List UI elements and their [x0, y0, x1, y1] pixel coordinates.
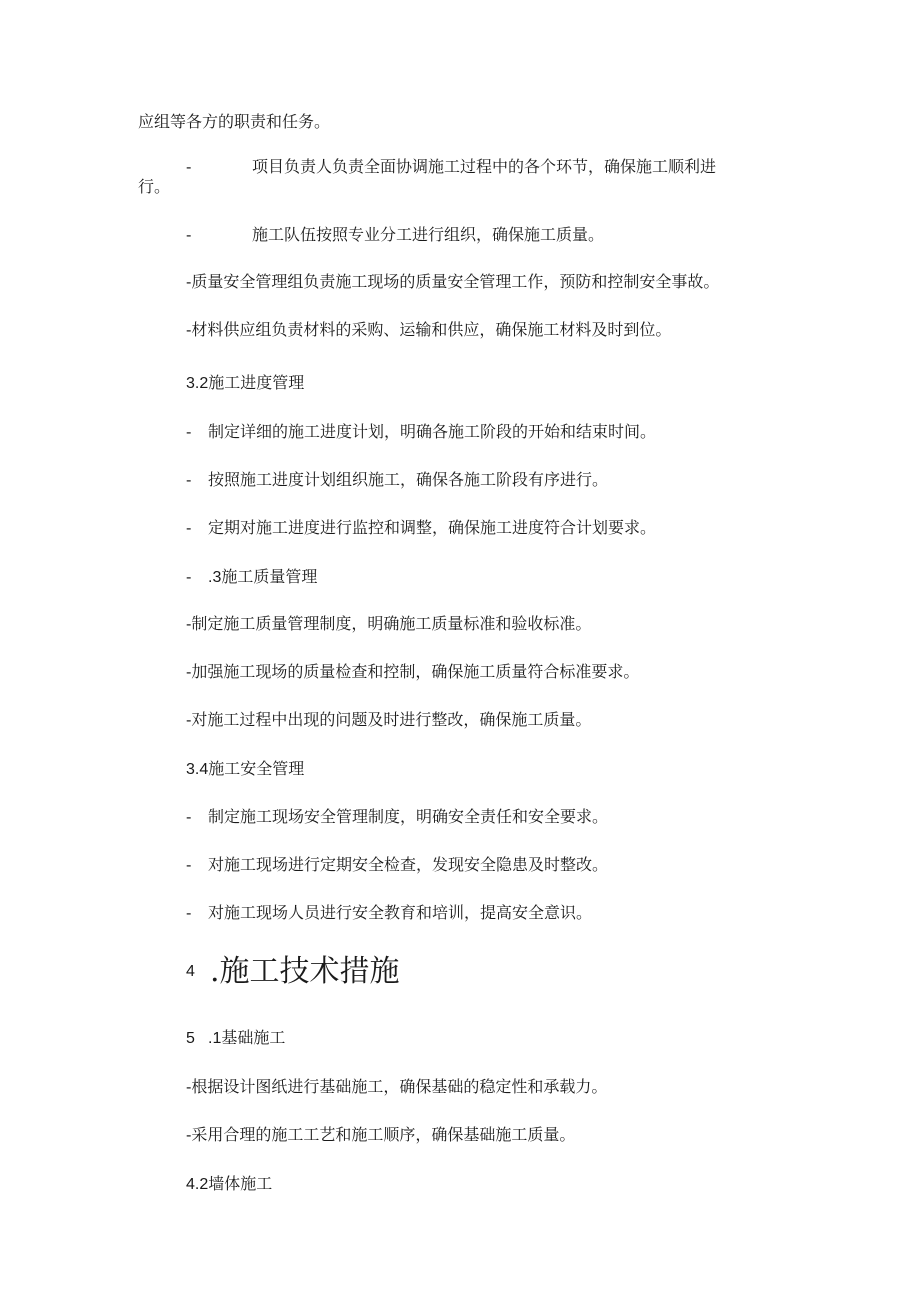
list-dash: -: [186, 470, 192, 489]
list-dash: -: [186, 855, 192, 874]
section-number: 3.4: [186, 761, 209, 778]
section-heading-3-3: [208, 565, 317, 590]
section-heading-4-1: [186, 1026, 195, 1051]
list-item-text: 施工队伍按照专业分工进行组织，确保施工质量。: [252, 225, 605, 244]
section-heading-4-2: [186, 1172, 272, 1197]
list-dash: -: [186, 225, 192, 244]
list-item-text: -质量安全管理组负责施工现场的质量安全管理工作，预防和控制安全事故。: [186, 272, 720, 291]
section-number: .3: [208, 569, 222, 586]
paragraph-line: 应组等各方的职责和任务。: [138, 112, 331, 131]
section-title: 墙体施工: [208, 1174, 273, 1193]
list-dash: -: [186, 518, 192, 537]
chapter-number: 4: [186, 963, 195, 980]
list-item-text: 对施工现场进行定期安全检查，发现安全隐患及时整改。: [208, 855, 609, 874]
list-item-text: -材料供应组负责材料的采购、运输和供应，确保施工材料及时到位。: [186, 320, 672, 339]
list-item-text: -采用合理的施工工艺和施工顺序，确保基础施工质量。: [186, 1125, 576, 1144]
list-dash: -: [186, 422, 192, 441]
list-item-text: -根据设计图纸进行基础施工，确保基础的稳定性和承载力。: [186, 1077, 608, 1096]
section-title: 施工质量管理: [221, 567, 318, 586]
section-title: 基础施工: [221, 1028, 286, 1047]
section-title: 施工安全管理: [208, 759, 305, 778]
list-dash: -: [186, 567, 192, 586]
list-dash: -: [186, 807, 192, 826]
chapter-title: .施工技术措施: [210, 954, 400, 989]
list-dash: -: [186, 903, 192, 922]
list-item-text: 项目负责人负责全面协调施工过程中的各个环节，确保施工顺利进: [252, 157, 717, 176]
list-item-continuation: 行。: [138, 177, 171, 196]
section-heading-4-1-title: [208, 1026, 285, 1051]
section-number: 4.2: [186, 1176, 209, 1193]
list-dash: -: [186, 157, 192, 176]
section-heading-3-4: [186, 757, 304, 782]
list-item-text: 按照施工进度计划组织施工，确保各施工阶段有序进行。: [208, 470, 609, 489]
list-item-text: 制定施工现场安全管理制度，明确安全责任和安全要求。: [208, 807, 609, 826]
section-subnumber: .1: [208, 1030, 222, 1047]
list-item-text: -制定施工质量管理制度，明确施工质量标准和验收标准。: [186, 614, 592, 633]
section-heading-3-2: [186, 371, 304, 396]
list-item-text: 制定详细的施工进度计划，明确各施工阶段的开始和结束时间。: [208, 422, 657, 441]
section-number: 5: [186, 1030, 195, 1047]
section-title: 施工进度管理: [208, 373, 305, 392]
section-number: 3.2: [186, 375, 209, 392]
list-item-text: 定期对施工进度进行监控和调整，确保施工进度符合计划要求。: [208, 518, 657, 537]
list-item-text: -加强施工现场的质量检查和控制，确保施工质量符合标准要求。: [186, 662, 640, 681]
list-item-text: 对施工现场人员进行安全教育和培训，提高安全意识。: [208, 903, 593, 922]
list-item-text: -对施工过程中出现的问题及时进行整改，确保施工质量。: [186, 710, 592, 729]
